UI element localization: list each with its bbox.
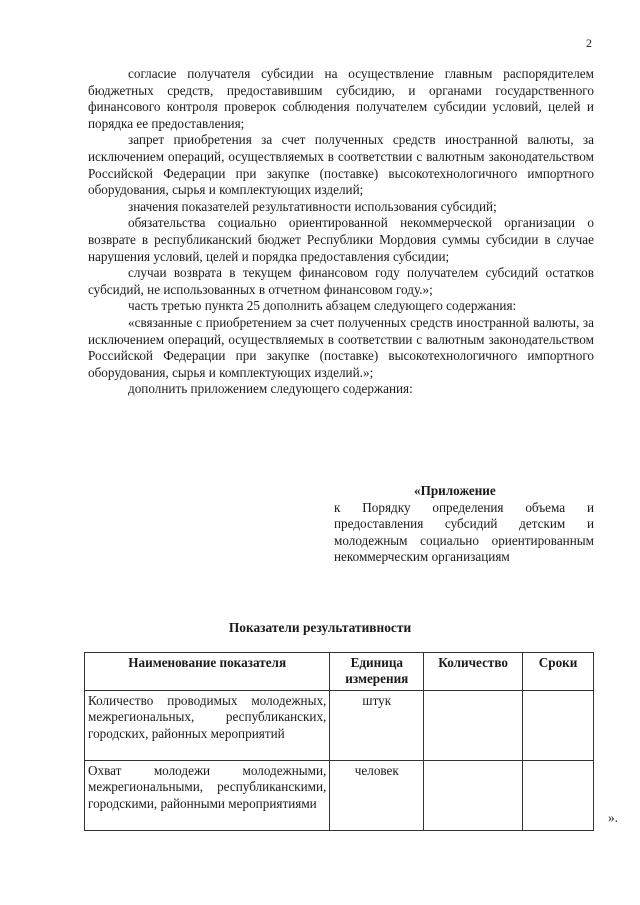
indicators-table xyxy=(84,652,594,831)
table-cell xyxy=(523,760,594,830)
page-number: 2 xyxy=(586,36,592,50)
table-row xyxy=(85,760,594,830)
header-cell: Наименование показателя xyxy=(85,653,330,691)
table-header-row xyxy=(85,653,594,691)
appendix-title: «Приложение xyxy=(414,483,496,498)
paragraph: случаи возврата в текущем финансовом году получателем субсидий остатков субсидий, не использованных в отчетном финансовом году.»; xyxy=(88,265,594,297)
header-cell: Количество xyxy=(424,653,523,691)
table-cell xyxy=(424,760,523,830)
table-cell xyxy=(424,690,523,760)
table-row xyxy=(85,690,594,760)
paragraph: «связанные с приобретением за счет полученных средств иностранной валюты, за исключением операций, осуществляемых в соответствии с валютным законодательством Российской Федерации при закупке (поставке) высокотехнологичного импортного оборудования, сырья и комплектующих изделий.»; xyxy=(88,314,594,380)
paragraph: часть третью пункта 25 дополнить абзацем следующего содержания: xyxy=(128,298,517,314)
closing-quote: ». xyxy=(608,810,618,825)
paragraph: запрет приобретения за счет полученных средств иностранной валюты, за исключением операций, осуществляемых в соответствии с валютным законодательством Российской Федерации при закупке (поставке) высокотехнологичного импортного оборудования, сырья и комплектующих изделий; xyxy=(88,132,594,198)
table-title: Показатели результативности xyxy=(228,620,412,635)
paragraph: согласие получателя субсидии на осуществление главным распорядителем бюджетных средств, предоставившим субсидию, и органами государственного финансового контроля проверок соблюдения получателем субсидии условий, целей и порядка ее предоставления; xyxy=(88,66,594,131)
header-cell: Единица измерения xyxy=(330,653,424,691)
header-cell: Сроки xyxy=(523,653,594,691)
table-cell: человек xyxy=(330,760,424,830)
appendix-heading xyxy=(334,483,594,566)
paragraph: обязательства социально ориентированной некоммерческой организации о возврате в республиканский бюджет Республики Мордовия суммы субсидии в случае нарушения условий, целей и порядка предоставления субсидии; xyxy=(88,215,594,264)
table-cell: Количество проводимых молодежных, межрегиональных, республиканских, городских, районных мероприятий xyxy=(85,690,330,760)
body-text xyxy=(88,66,594,398)
table-cell xyxy=(523,690,594,760)
paragraph: значения показателей результативности использования субсидий; xyxy=(128,198,497,214)
paragraph: дополнить приложением следующего содержания: xyxy=(128,381,413,397)
table-cell: Охват молодежи молодежными, межрегиональными, республиканскими, городскими, районными мероприятиями xyxy=(85,760,330,830)
table-cell: штук xyxy=(330,690,424,760)
appendix-text: к Порядку определения объема и предоставления субсидий детским и молодежным социально ориентированным некоммерческим организациям xyxy=(334,499,594,565)
